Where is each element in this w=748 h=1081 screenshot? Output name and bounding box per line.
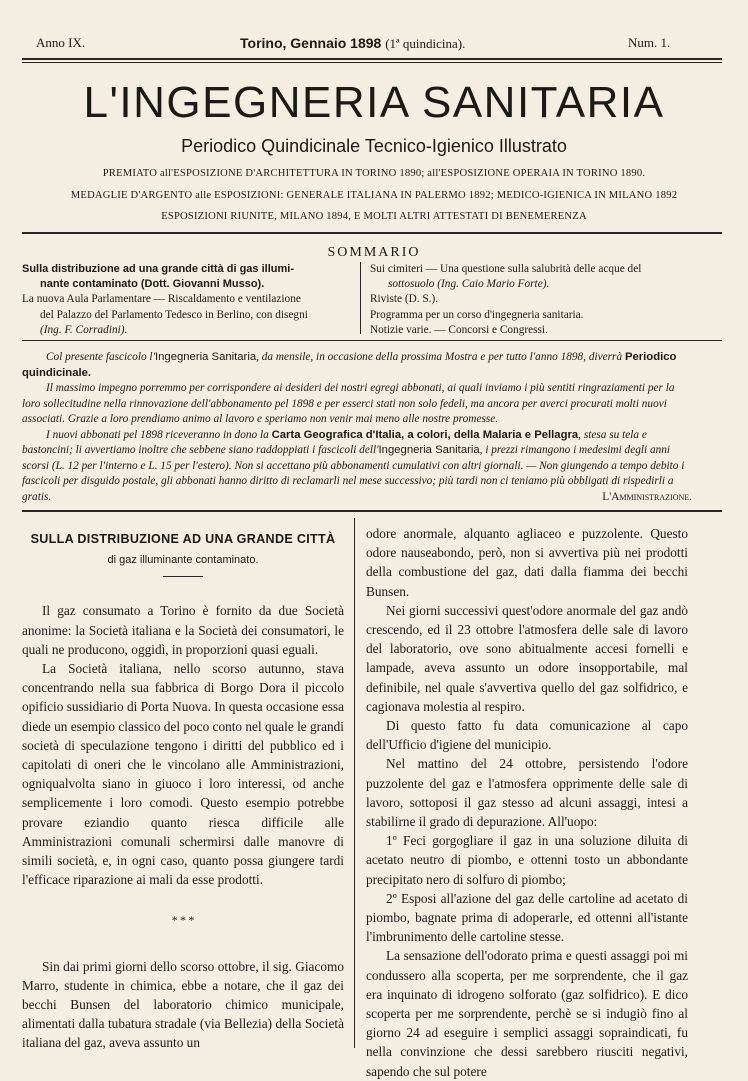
notice-paragraph-3: I nuovi abbonati pel 1898 riceveranno in dono la Carta Geografica d'Italia, a colori, della Malaria e Pellagra, stesa su tela e bastoncini; li avvertiamo inoltre che sebbene siano raddoppiati i fascicoli dell'Ingegneria Sanitaria, i prezzi rimangono i medesimi degli anni scorsi (L. 12 per l'interno e L. 15 per l'estero). Non si accettano più abbonamenti cumulativi con altri giornali. — Non giungendo a tempo debito i fascicoli per disguido postale, gli abbonati hanno diritto di reclamarli nel mese successivo; più tardi non ci teniamo più obbligati di rispedirli a gratis. L'Amministrazione. [22,428,692,506]
body-rule [22,510,722,512]
sommario-item-3: Sui cimiteri — Una questione sulla salubrità delle acque del [370,263,642,275]
header-rule-thin [22,62,722,63]
sommario-title: SOMMARIO [327,245,421,260]
sommario-item-6: Notizie varie. — Concorsi e Congressi. [370,323,548,336]
masthead-rule [22,232,722,234]
sommario-item-3-author: sottosuolo (Ing. Caio Mario Forte). [388,278,550,291]
subscription-notice [22,350,692,505]
award-line-2: MEDAGLIE D'ARGENTO alle ESPOSIZIONI: GENERALE ITALIANA IN PALERMO 1892; MEDICO-IGIENICA IN MILANO 1892 [70,190,678,201]
sommario-item-2-author: (Ing. F. Corradini). [40,323,128,336]
notice-paragraph-1: Col presente fascicolo l'Ingegneria Sanitaria, da mensile, in occasione della prossima Mostra e per tutto l'anno 1898, diverrà Periodico quindicinale. [22,351,677,379]
header-rule [22,58,722,60]
title-rule [163,576,203,577]
notice-signature: L'Amministrazione. [602,490,692,503]
column-divider [354,518,355,1048]
article-paragraph-3: Sin dai primi giorni dello scorso ottobre, il sig. Giacomo Marro, studente in chimica, ebbe a notare, che il gaz dei becchi Bunsen del laboratorio chimico municipale, alimentati dalla tubatura stradale (via Bellezia) della Società italiana del gaz, aveva assunto un [22,958,344,1051]
article-paragraph-2: La Società italiana, nello scorso autunno, stava concentrando nella sua fabbrica di Borgo Dora il piccolo opificio sussidiario di Porta Nuova. In questa occasione essa diede un esempio classico del poco conto nel quale le grandi società di speculazione tengono i diritti del pubblico ed i capitolati di oneri che le vincolano alle Amministrazioni, ogniqualvolta siano in giuoco i loro interessi, od anche semplicemente i loro comodi. Questo esempio potrebbe provare eziandio quanto riesca difficile alle Amministrazioni comunali schermirsi dalle manovre di simili società, e, in ogni caso, quanto possa giungere tardi l'efficace riparazione ai mali da esse prodotti. [22,661,344,888]
article-paragraph-8: 1º Feci gorgogliare il gaz in una soluzione diluita di acetato neutro di piombo, e ottenni tosto un abbondante precipitato nero di solfuro di piombo; [366,833,688,887]
article-left-column [22,530,344,1053]
article-paragraph-6: Di questo fatto fu data comunicazione al capo dell'Ufficio d'igiene del municipio. [366,718,688,753]
sommario-left [22,262,308,338]
article-subtitle: di gaz illuminante contaminato. [107,554,259,567]
section-separator: * * * [171,913,195,928]
sommario-rule [22,340,722,341]
issue-quindicina: (1ª quindicina). [385,36,466,51]
sommario-right [370,262,641,338]
award-line-3: ESPOSIZIONI RIUNITE, MILANO 1894, E MOLTI ALTRI ATTESTATI DI BENEMERENZA [161,211,587,222]
masthead-subtitle: Periodico Quindicinale Tecnico-Igienico Illustrato [181,136,567,156]
sommario-item-2-cont: del Palazzo del Parlamento Tedesco in Berlino, con disegni [40,308,308,321]
article-paragraph-4: odore anormale, alquanto agliaceo e puzzolente. Questo odore nauseabondo, però, non si avvertiva più nei prodotti della combustione del gaz, dati dalla fiamma dei becchi Bunsen. [366,526,688,599]
article-title: SULLA DISTRIBUZIONE AD UNA GRANDE CITTÀ [30,532,336,546]
sommario-item-5: Programma per un corso d'ingegneria sanitaria. [370,308,584,321]
article-paragraph-7: Nel mattino del 24 ottobre, persistendo l'odore puzzolente del gaz e l'atmosfera opprimente delle sale di lavoro, sottoposi il gaz stesso ad alcuni assaggi, intesi a stabilirne il grado di depurazione. All'uopo: [366,756,688,830]
article-right-column [366,524,688,1081]
issue-year: Anno IX. [36,35,86,50]
notice-paragraph-2: Il massimo impegno porremmo per corrispondere ai desideri dei nostri egregi abbonati, ai quali inviamo i più sentiti ringraziamenti per la loro sollecitudine nella rinnovazione dell'abbonamento pel 1898 e per esserci stati non solo fedeli, ma ancora per averci procurati molti nuovi associati. Grazie a loro prendiamo animo al lavoro e speriamo non venir mai meno alle nostre promesse. [22,382,675,425]
article-paragraph-1: Il gaz consumato a Torino è fornito da due Società anonime: la Società italiana e la Società dei consumatori, le quali ne producono, oggidì, in proporzioni quasi eguali. [22,603,344,657]
sommario-item-2: La nuova Aula Parlamentare — Riscaldamento e ventilazione [22,293,301,306]
sommario-item-1-cont: nante contaminato (Dott. Giovanni Musso). [40,278,265,291]
article-paragraph-5: Nei giorni successivi quest'odore anormale del gaz andò crescendo, ed il 23 ottobre l'atmosfera delle sale di lavoro del laboratorio, ove sono abitualmente accesi fornelli e lampade, aveva assunto un odore insopportabile, mal definibile, nel quale s'avvertiva quello del gaz solfidrico, e cagionava molestia al respiro. [366,602,688,714]
sommario-item-1: Sulla distribuzione ad una grande città di gas illumi- [22,263,294,275]
award-line-1: PREMIATO all'ESPOSIZIONE D'ARCHITETTURA IN TORINO 1890; all'ESPOSIZIONE OPERAIA IN TORINO 1890. [102,168,646,179]
article-paragraph-10: La sensazione dell'odorato prima e questi assaggi poi mi condussero alla scoperta, per me sorprendente, che il gaz era inquinato di idrogeno solforato (gaz solfidrico). E dico scoperta per me sorprendente, perchè se si indugiò fino al giorno 24 ad eseguire i semplici assaggi sopraindicati, fu nella convinzione che dessi sarebbero riusciti negativi, sapendo che sul potere [366,948,688,1079]
article-paragraph-9: 2º Esposi all'azione del gaz delle cartoline ad acetato di piombo, bagnate prima di adoperarle, ed ottenni all'istante l'imbrunimento delle cartoline stesse. [366,890,688,945]
sommario-divider [360,262,361,334]
issue-number: Num. 1. [628,35,671,50]
masthead-title: L'INGEGNERIA SANITARIA [83,78,665,127]
sommario-item-4: Riviste (D. S.). [370,293,439,306]
issue-date: Torino, Gennaio 1898 (1ª quindicina). [240,35,466,51]
